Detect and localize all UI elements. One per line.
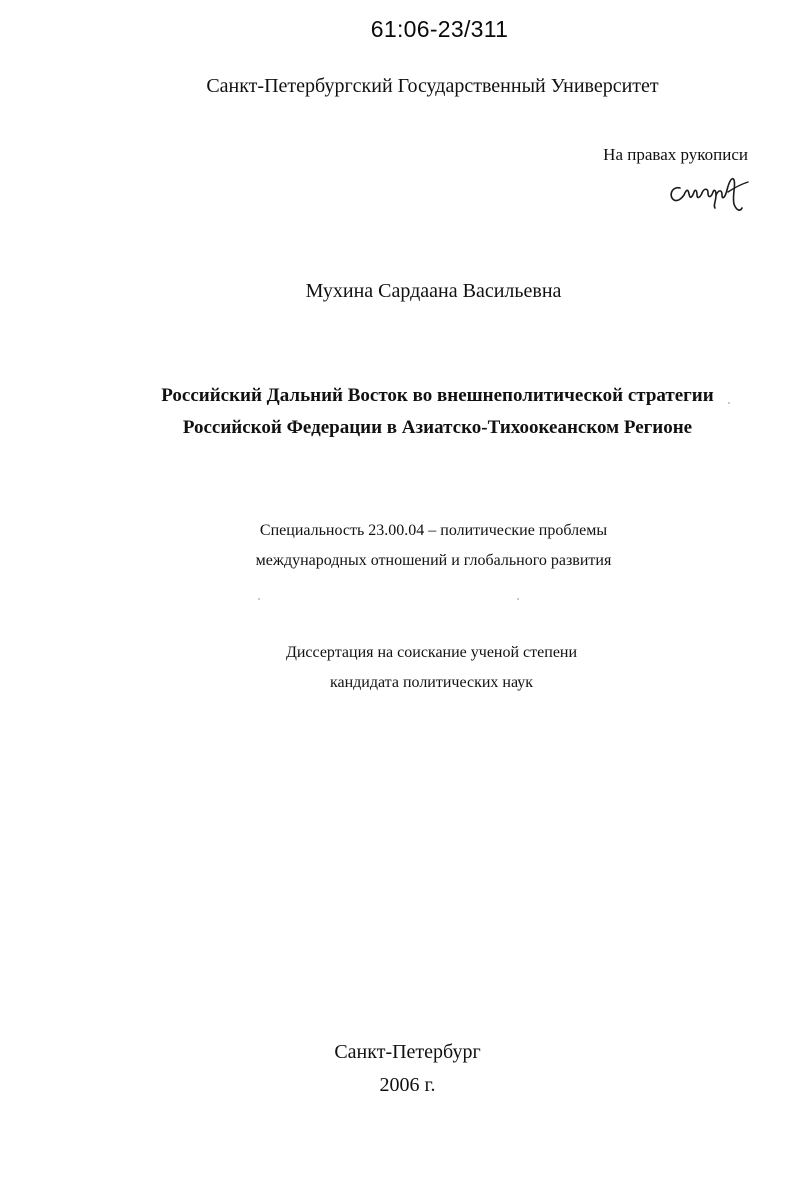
- title-line-2: Российской Федерации в Азиатско-Тихоокеанском Регионе: [182, 417, 693, 438]
- specialty-block: [34, 516, 799, 576]
- rights-label: На правах рукописи: [603, 145, 748, 164]
- author-name: Мухина Сардаана Васильевна: [305, 280, 562, 302]
- degree-line-2: кандидата политических наук: [329, 674, 534, 691]
- specialty-line-1: Специальность 23.00.04 – политические проблемы: [259, 522, 608, 539]
- degree-line-1: Диссертация на соискание ученой степени: [285, 644, 578, 661]
- university-name: Санкт-Петербургский Государственный Университет: [206, 75, 659, 97]
- degree-block: [32, 638, 799, 698]
- dissertation-title: [38, 380, 799, 444]
- specialty-line-2: международных отношений и глобального развития: [255, 552, 612, 569]
- scan-speck: [517, 598, 519, 600]
- scan-speck: [258, 598, 260, 600]
- archive-code: 61:06-23/311: [370, 16, 509, 42]
- handwritten-signature: [662, 168, 762, 218]
- title-line-1: Российский Дальний Восток во внешнеполитической стратегии: [161, 385, 714, 406]
- scan-speck: [728, 402, 730, 404]
- footer-block: [8, 1036, 799, 1102]
- city-name: Санкт-Петербург: [334, 1041, 481, 1063]
- year: 2006 г.: [379, 1074, 436, 1096]
